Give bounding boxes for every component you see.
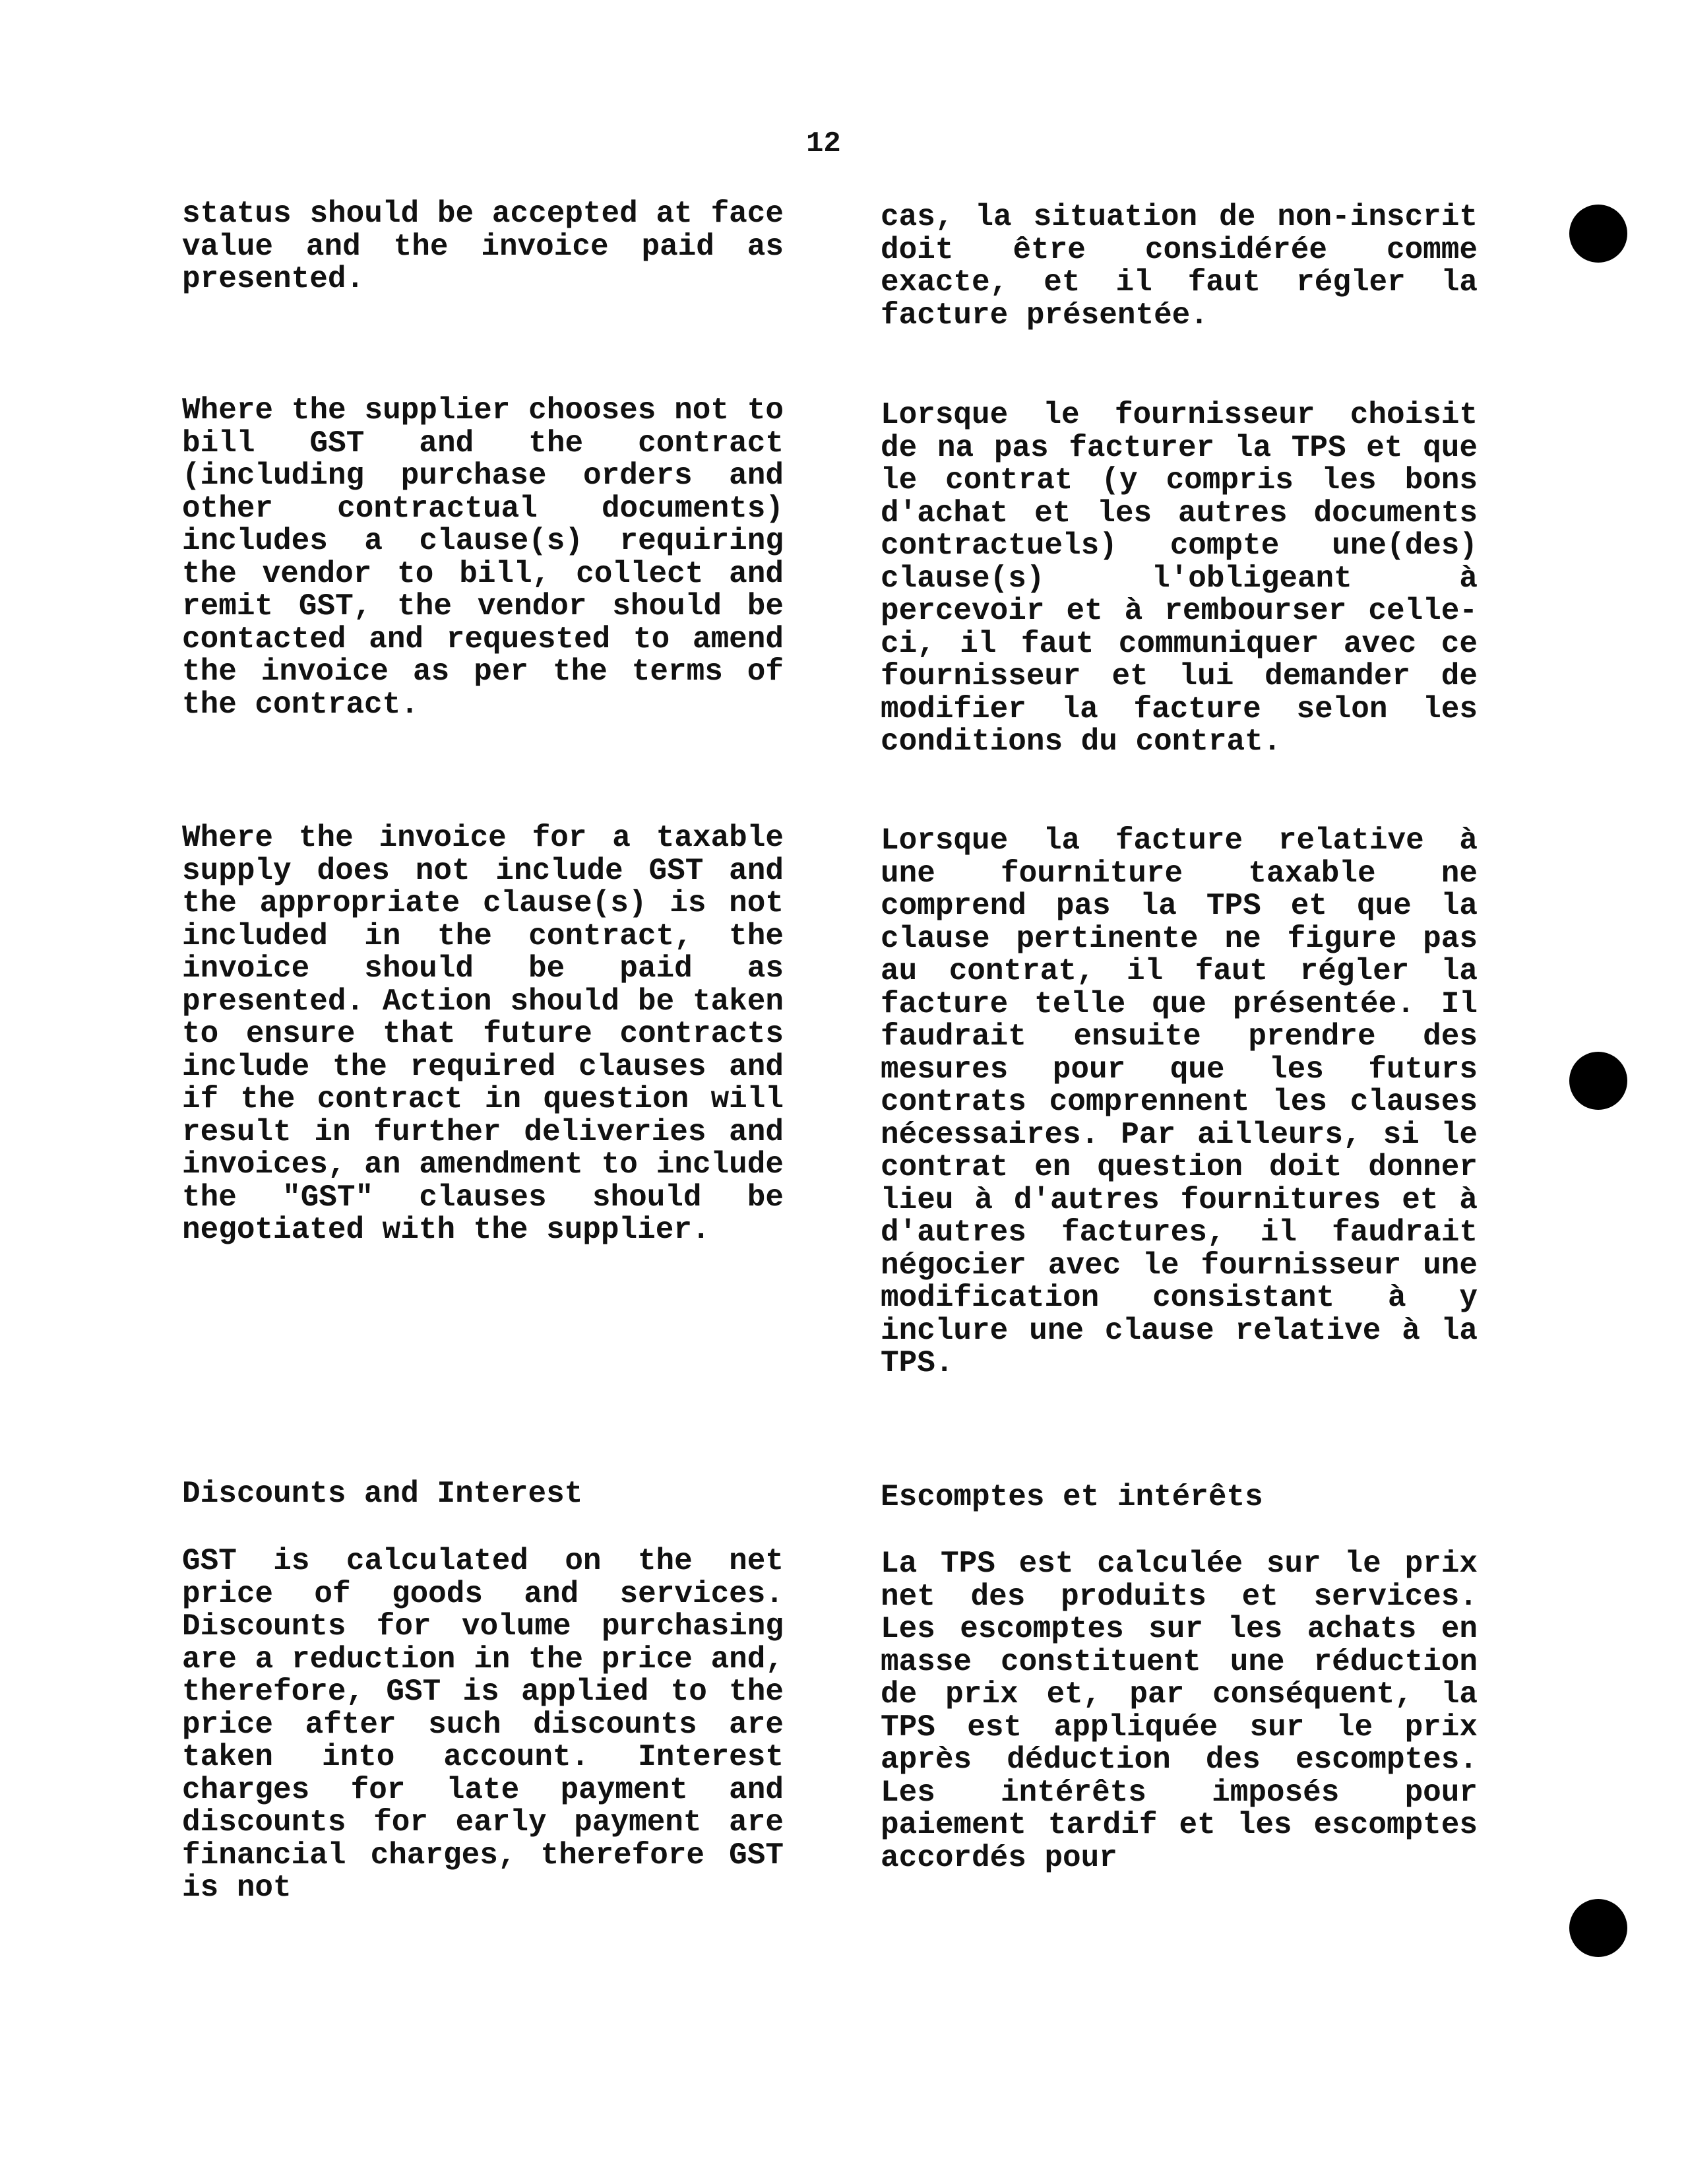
french-paragraph-4: La TPS est calculée sur le prix net des produits et services. Les escomptes sur les achats en masse constituent une réduction de prix et, par conséquent, la TPS est appliquée sur le prix après déduction des escomptes. Les intérêts imposés pour paiement tardif et les escomptes accordés pour <box>881 1547 1478 1875</box>
english-paragraph-2: Where the supplier chooses not to bill GST and the contract (including purchase orders and other contractual documents) includes a clause(s) requiring the vendor to bill, collect and remit GST, the vendor should be contacted and requested to amend the invoice as per the terms of the contract. <box>182 393 784 722</box>
english-paragraph-1: status should be accepted at face value and the invoice paid as presented. <box>182 197 784 296</box>
french-paragraph-2: Lorsque le fournisseur choisit de na pas facturer la TPS et que le contrat (y compris les bons d'achat et les autres documents contractuels) compte une(des) clause(s) l'obligeant à percevoir et à rembourser celle-ci, il faut communiquer avec ce fournisseur et lui demander de modifier la facture selon les conditions du contrat. <box>881 398 1478 759</box>
punch-hole-top <box>1569 205 1627 263</box>
english-paragraph-3: Where the invoice for a taxable supply does not include GST and the appropriate clause(s) is not included in the contract, the invoice should be paid as presented. Action should be taken to ensure that future contracts include the required clauses and if the contract in question will result in further deliveries and invoices, an amendment to include the "GST" clauses should be negotiated with the supplier. <box>182 821 784 1247</box>
punch-hole-bottom <box>1569 1899 1627 1957</box>
french-paragraph-1: cas, la situation de non-inscrit doit être considérée comme exacte, et il faut régler la facture présentée. <box>881 200 1478 333</box>
english-paragraph-4: GST is calculated on the net price of goods and services. Discounts for volume purchasing are a reduction in the price and, therefore, GST is applied to the price after such discounts are taken into account. Interest charges for late payment and discounts for early payment are financial charges, therefore GST is not <box>182 1544 784 1905</box>
punch-hole-middle <box>1569 1052 1627 1110</box>
english-heading-discounts: Discounts and Interest <box>182 1477 583 1511</box>
page-number: 12 <box>806 127 841 160</box>
french-heading-escomptes: Escomptes et intérêts <box>881 1480 1263 1514</box>
french-paragraph-3: Lorsque la facture relative à une fourniture taxable ne comprend pas la TPS et que la clause pertinente ne figure pas au contrat, il faut régler la facture telle que présentée. Il faudrait ensuite prendre des mesures pour que les futurs contrats comprennent les clauses nécessaires. Par ailleurs, si le contrat en question doit donner lieu à d'autres fournitures et à d'autres factures, il faudrait négocier avec le fournisseur une modification consistant à y inclure une clause relative à la TPS. <box>881 823 1478 1380</box>
